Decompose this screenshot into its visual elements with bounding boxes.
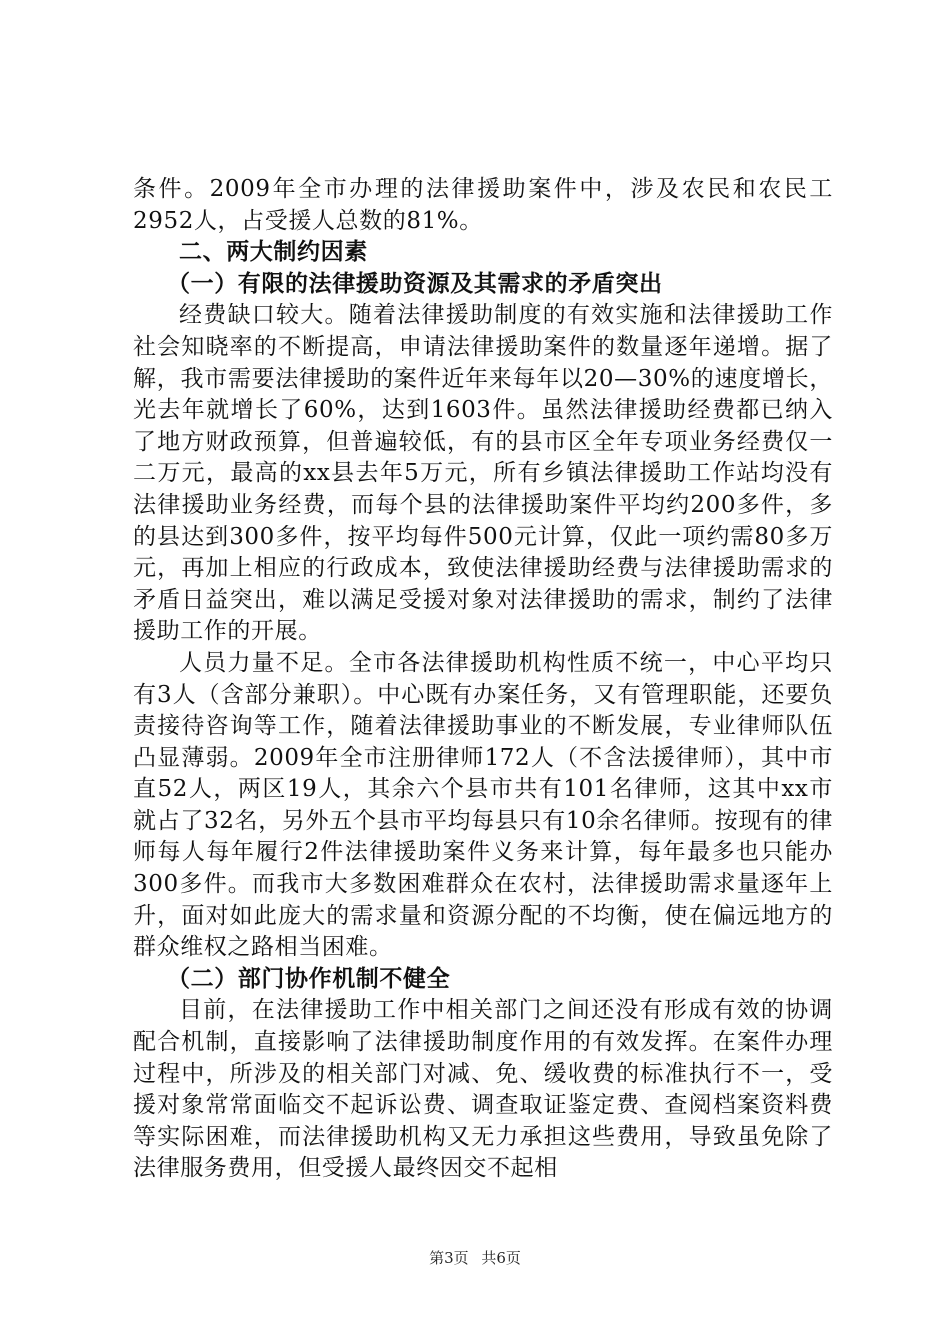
page-number: 第3页 <box>429 1249 469 1267</box>
paragraph-coordination-mechanism: 目前，在法律援助工作中相关部门之间还没有形成有效的协调配合机制，直接影响了法律援助制度作用的有效发挥。在案件办理过程中，所涉及的相关部门对减、免、缓收费的标准执行不一，受援对象常常面临交不起诉讼费、调查取证鉴定费、查阅档案资料费等实际困难，而法律援助机构又无力承担这些费用，导致虽免除了法律服务费用，但受援人最终因交不起相 <box>133 997 833 1182</box>
page-total: 共6页 <box>481 1249 521 1267</box>
paragraph-staffing-shortage: 人员力量不足。全市各法律援助机构性质不统一，中心平均只有3人（含部分兼职）。中心既有办案任务，又有管理职能，还要负责接待咨询等工作，随着法律援助事业的不断发展，专业律师队伍凸显薄弱。2009年全市注册律师172人（不含法援律师），其中市直52人，两区19人，其余六个县市共有101名律师，这其中xx市就占了32名，另外五个县市平均每县只有10余名律师。按现有的律师每人每年履行2件法律援助案件义务来计算，每年最多也只能办300多件。而我市大多数困难群众在农村，法律援助需求量逐年上升，面对如此庞大的需求量和资源分配的不均衡，使在偏远地方的群众维权之路相当困难。 <box>133 649 833 961</box>
page-footer <box>0 1247 950 1268</box>
paragraph-continuation: 条件。2009年全市办理的法律援助案件中，涉及农民和农民工2952人，占受援人总数的81%。 <box>133 176 833 234</box>
subsection-heading-resource-conflict: （一）有限的法律援助资源及其需求的矛盾突出 <box>167 270 663 297</box>
subsection-heading-coordination: （二）部门协作机制不健全 <box>167 965 451 992</box>
paragraph-funding-gap: 经费缺口较大。随着法律援助制度的有效实施和法律援助工作社会知晓率的不断提高，申请法律援助案件的数量逐年递增。据了解，我市需要法律援助的案件近年来每年以20—30%的速度增长，光去年就增长了60%，达到1603件。虽然法律援助经费都已纳入了地方财政预算，但普遍较低，有的县市区全年专项业务经费仅一二万元，最高的xx县去年5万元，所有乡镇法律援助工作站均没有法律援助业务经费，而每个县的法律援助案件平均约200多件，多的县达到300多件，按平均每件500元计算，仅此一项约需80多万元，再加上相应的行政成本，致使法律援助经费与法律援助需求的矛盾日益突出，难以满足受援对象对法律援助的需求，制约了法律援助工作的开展。 <box>133 302 833 645</box>
document-body <box>133 174 833 1185</box>
section-heading-two-constraints: 二、两大制约因素 <box>179 239 368 266</box>
